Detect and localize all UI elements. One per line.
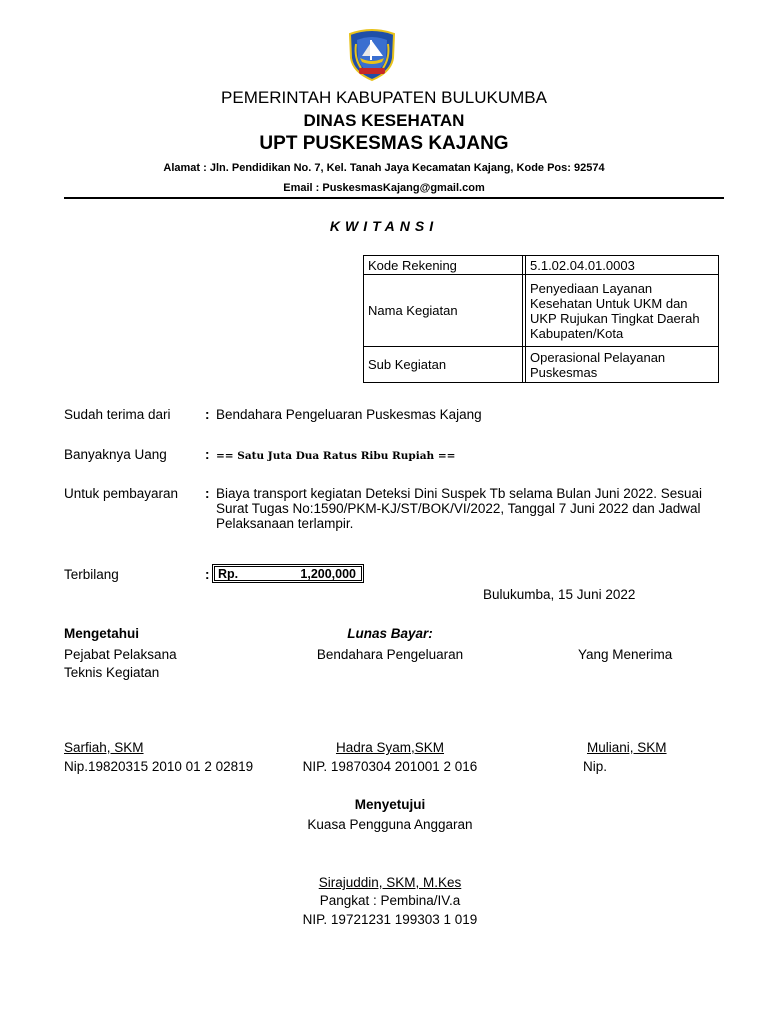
table-row (364, 347, 719, 383)
known-title: Mengetahui (64, 626, 140, 641)
received-from-value: Bendahara Pengeluaran Puskesmas Kajang (216, 407, 482, 422)
place-date: Bulukumba, 15 Juni 2022 (483, 587, 636, 602)
district-emblem-icon (347, 28, 397, 82)
approve-signer-name: Sirajuddin, SKM, M.Kes (318, 875, 462, 890)
purpose-line: Pelaksanaan terlampir. (216, 516, 354, 531)
paid-signer-name: Hadra Syam,SKM (335, 740, 445, 755)
table-label: Nama Kegiatan (364, 275, 523, 347)
known-signer-nip: Nip.19820315 2010 01 2 02819 (64, 759, 254, 774)
approve-title: Menyetujui (354, 797, 426, 812)
header-department: DINAS KESEHATAN (303, 111, 465, 130)
received-from-label: Sudah terima dari (64, 407, 171, 422)
purpose-label: Untuk pembayaran (64, 486, 179, 501)
table-row (364, 275, 719, 347)
header-government: PEMERINTAH KABUPATEN BULUKUMBA (221, 88, 547, 107)
colon: : (205, 447, 210, 462)
table-value: Operasional Pelayanan Puskesmas (526, 347, 719, 383)
currency-label: Rp. (218, 567, 239, 581)
recipient-nip: Nip. (583, 759, 608, 774)
known-signer-name: Sarfiah, SKM (64, 740, 144, 755)
header-divider (64, 197, 724, 199)
colon: : (205, 486, 210, 501)
budget-info-table (363, 255, 719, 383)
amount-box (212, 564, 364, 583)
approve-role: Kuasa Pengguna Anggaran (307, 817, 473, 832)
spelled-label: Terbilang (64, 567, 119, 582)
table-row (364, 256, 719, 275)
known-role-line1: Pejabat Pelaksana (64, 647, 177, 662)
recipient-role: Yang Menerima (578, 647, 673, 662)
header-address: Alamat : Jln. Pendidikan No. 7, Kel. Tanah Jaya Kecamatan Kajang, Kode Pos: 92574 (163, 162, 605, 174)
recipient-name: Muliani, SKM (587, 740, 667, 755)
document-title: KWITANSI (329, 218, 439, 234)
table-value: Penyediaan Layanan Kesehatan Untuk UKM dan UKP Rujukan Tingkat Daerah Kabupaten/Kota (526, 275, 719, 347)
purpose-line: Biaya transport kegiatan Deteksi Dini Suspek Tb selama Bulan Juni 2022. Sesuai (216, 486, 703, 501)
amount-words-label: Banyaknya Uang (64, 447, 167, 462)
purpose-line: Surat Tugas No:1590/PKM-KJ/ST/BOK/VI/2022, Tanggal 7 Juni 2022 dan Jadwal (216, 501, 701, 516)
paid-role: Bendahara Pengeluaran (316, 647, 464, 662)
known-role-line2: Teknis Kegiatan (64, 665, 160, 680)
amount-value: 1,200,000 (300, 567, 356, 581)
header-email: Email : PuskesmasKajang@gmail.com (283, 182, 485, 194)
table-label: Sub Kegiatan (364, 347, 523, 383)
table-label: Kode Rekening (364, 256, 523, 275)
colon: : (205, 407, 210, 422)
paid-title: Lunas Bayar: (347, 626, 433, 641)
colon: : (205, 567, 210, 582)
approve-signer-rank: Pangkat : Pembina/IV.a (319, 893, 461, 908)
amount-words-value: == Satu Juta Dua Ratus Ribu Rupiah == (216, 450, 456, 462)
paid-signer-nip: NIP. 19870304 201001 2 016 (302, 759, 478, 774)
header-office: UPT PUSKESMAS KAJANG (259, 133, 509, 154)
table-value: 5.1.02.04.01.0003 (526, 256, 719, 275)
approve-signer-nip: NIP. 19721231 199303 1 019 (302, 912, 478, 927)
purpose-text (216, 486, 702, 531)
